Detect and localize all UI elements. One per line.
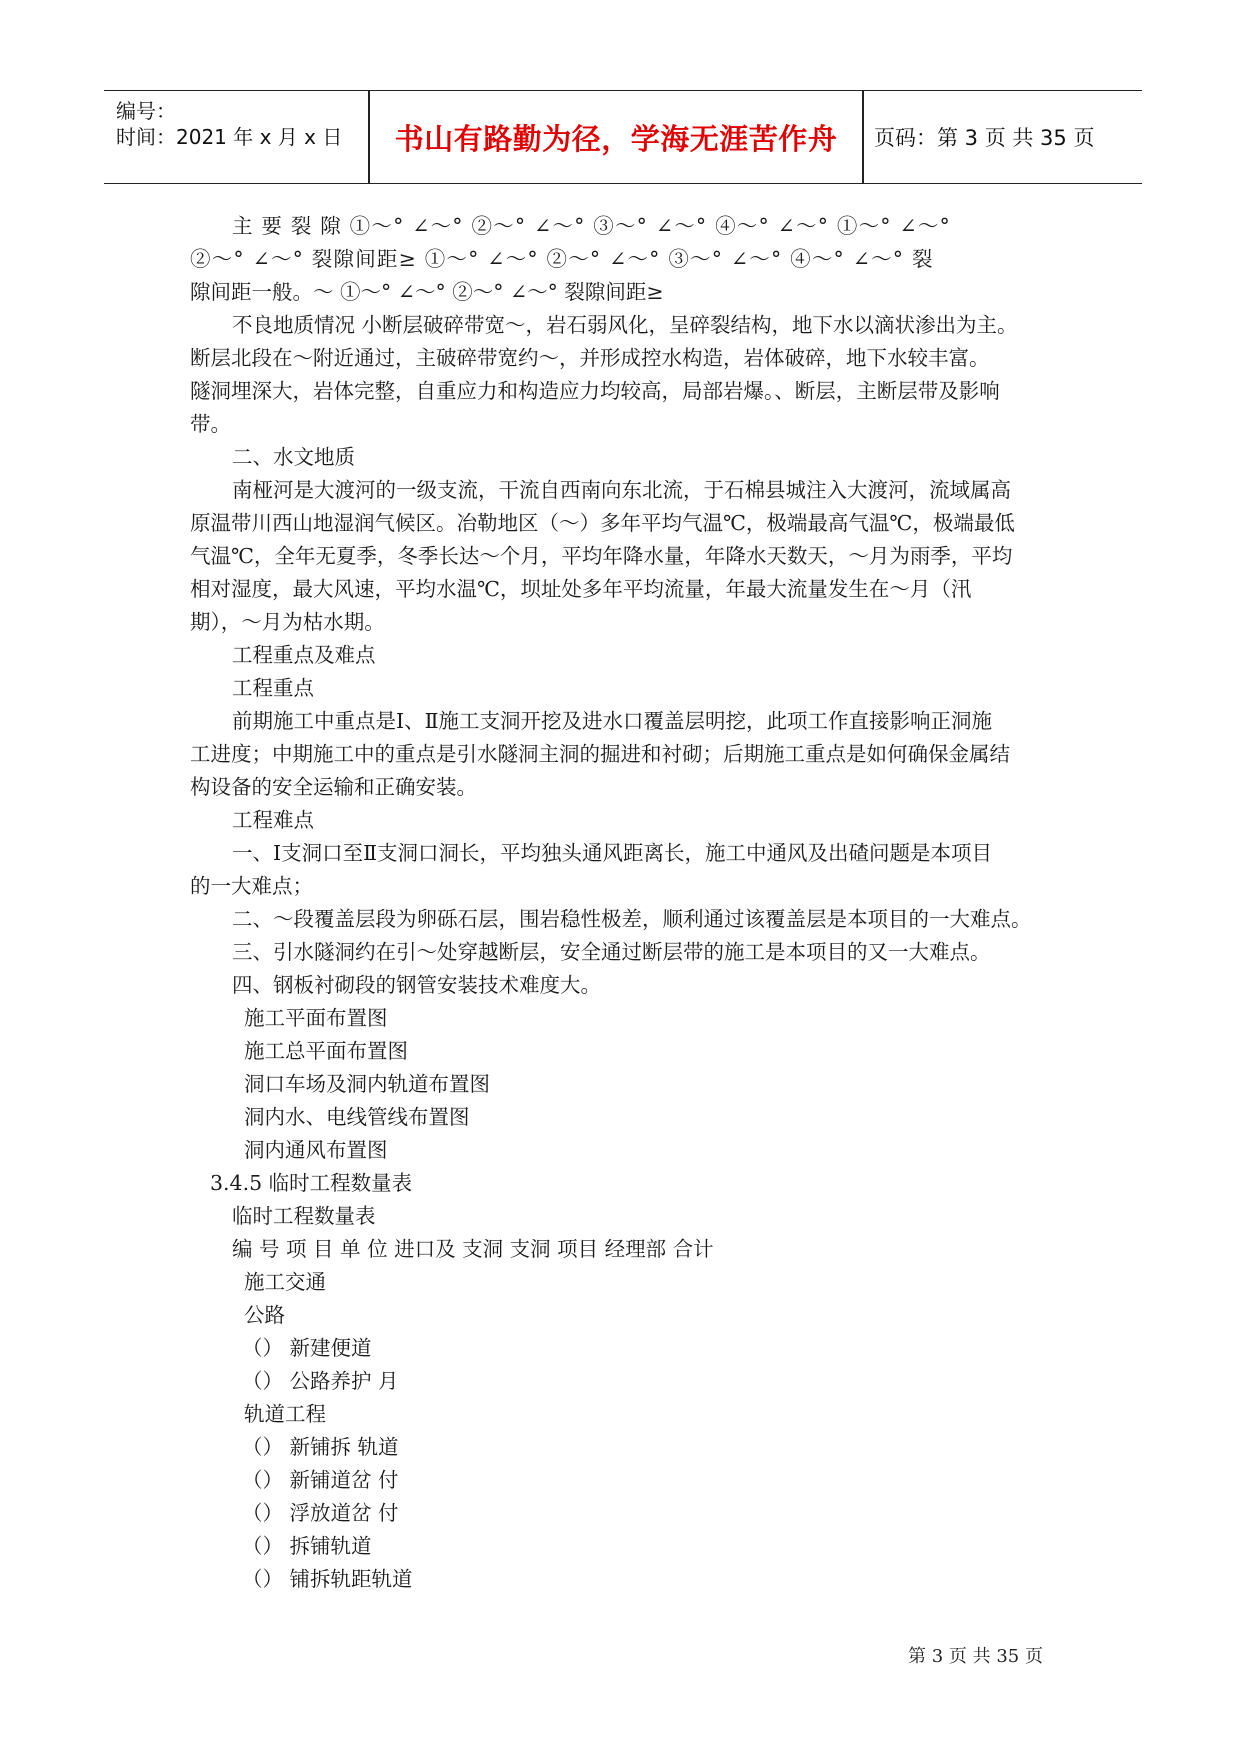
section-heading: 工程难点 (232, 808, 314, 832)
list-item: 施工总平面布置图 (244, 1039, 408, 1063)
text-line: 南桠河是大渡河的一级支流，干流自西南向东北流，于石棉县城注入大渡河，流域属高 (232, 478, 1011, 502)
text-line: 的一大难点； (190, 874, 313, 898)
table-row: （） 浮放道岔 付 (242, 1501, 399, 1525)
table-row: 公路 (244, 1303, 285, 1327)
table-title: 临时工程数量表 (232, 1204, 376, 1228)
text-line: 不良地质情况 小断层破碎带宽～，岩石弱风化，呈碎裂结构，地下水以滴状渗出为主。 (232, 313, 1018, 337)
table-row: （） 拆铺轨道 (242, 1534, 372, 1558)
text-line: 期），～月为枯水期。 (190, 610, 385, 634)
text-line: 带。 (190, 412, 231, 436)
table-row: （） 新铺拆 轨道 (242, 1435, 399, 1459)
date-label: 时间：2021 年 x 月 x 日 (116, 125, 343, 149)
page-footer: 第 3 页 共 35 页 (908, 1646, 1043, 1667)
text-line: 二、～段覆盖层段为卵砾石层，围岩稳性极差，顺利通过该覆盖层是本项目的一大难点。 (232, 907, 1032, 931)
table-row: 施工交通 (244, 1270, 326, 1294)
text-line: 三、引水隧洞约在引～处穿越断层，安全通过断层带的施工是本项目的又一大难点。 (232, 940, 991, 964)
text-line: 相对湿度，最大风速，平均水温℃，坝址处多年平均流量，年最大流量发生在～月（汛 (190, 577, 972, 601)
table-row: （） 新铺道岔 付 (242, 1468, 399, 1492)
section-heading: 工程重点 (232, 676, 314, 700)
header-slogan: 书山有路勤为径，学海无涯苦作舟 (394, 121, 838, 156)
text-line: 隧洞埋深大，岩体完整，自重应力和构造应力均较高，局部岩爆。、断层，主断层带及影响 (190, 379, 1000, 403)
text-line: 隙间距一般。～ ①～° ∠～° ②～° ∠～° 裂隙间距≥ (190, 280, 664, 304)
text-line: 工进度；中期施工中的重点是引水隧洞主洞的掘进和衬砌；后期施工重点是如何确保金属结 (190, 742, 1010, 766)
text-line: 一、Ⅰ支洞口至Ⅱ支洞口洞长，平均独头通风距离长，施工中通风及出碴问题是本项目 (232, 841, 993, 865)
text-line: 断层北段在～附近通过，主破碎带宽约～，并形成控水构造，岩体破碎，地下水较丰富。 (190, 346, 990, 370)
list-item: 洞口车场及洞内轨道布置图 (244, 1072, 490, 1096)
text-line: 原温带川西山地湿润气候区。冶勒地区（～）多年平均气温℃，极端最高气温℃，极端最低 (190, 511, 1015, 535)
page-header (104, 90, 1142, 184)
list-item: 洞内通风布置图 (244, 1138, 388, 1162)
table-row: 轨道工程 (244, 1402, 326, 1426)
text-line: 前期施工中重点是Ⅰ、Ⅱ施工支洞开挖及进水口覆盖层明挖，此项工作直接影响正洞施 (232, 709, 993, 733)
table-row: （） 铺拆轨距轨道 (242, 1567, 413, 1591)
section-heading: 3.4.5 临时工程数量表 (210, 1171, 413, 1195)
section-heading: 工程重点及难点 (232, 643, 376, 667)
text-line: 气温℃，全年无夏季，冬季长达～个月，平均年降水量，年降水天数天，～月为雨季，平均 (190, 544, 1013, 568)
list-item: 洞内水、电线管线布置图 (244, 1105, 470, 1129)
table-header-row: 编 号 项 目 单 位 进口及 支洞 支洞 项目 经理部 合计 (232, 1237, 714, 1261)
doc-number-label: 编号： (116, 99, 176, 123)
text-line: 构设备的安全运输和正确安装。 (190, 775, 477, 799)
text-line: 主 要 裂 隙 ①～° ∠～° ②～° ∠～° ③～° ∠～° ④～° ∠～° ①～° ∠～° (232, 214, 951, 238)
header-page-code: 页码：第 3 页 共 35 页 (874, 126, 1095, 150)
section-heading: 二、水文地质 (232, 445, 355, 469)
list-item: 施工平面布置图 (244, 1006, 388, 1030)
header-left-block (116, 91, 366, 183)
table-row: （） 公路养护 月 (242, 1369, 399, 1393)
table-row: （） 新建便道 (242, 1336, 372, 1360)
text-line: 四、钢板衬砌段的钢管安装技术难度大。 (232, 973, 601, 997)
header-divider-right (862, 91, 864, 183)
text-line: ②～° ∠～° 裂隙间距≥ ①～° ∠～° ②～° ∠～° ③～° ∠～° ④～° ∠～° 裂 (190, 247, 934, 271)
